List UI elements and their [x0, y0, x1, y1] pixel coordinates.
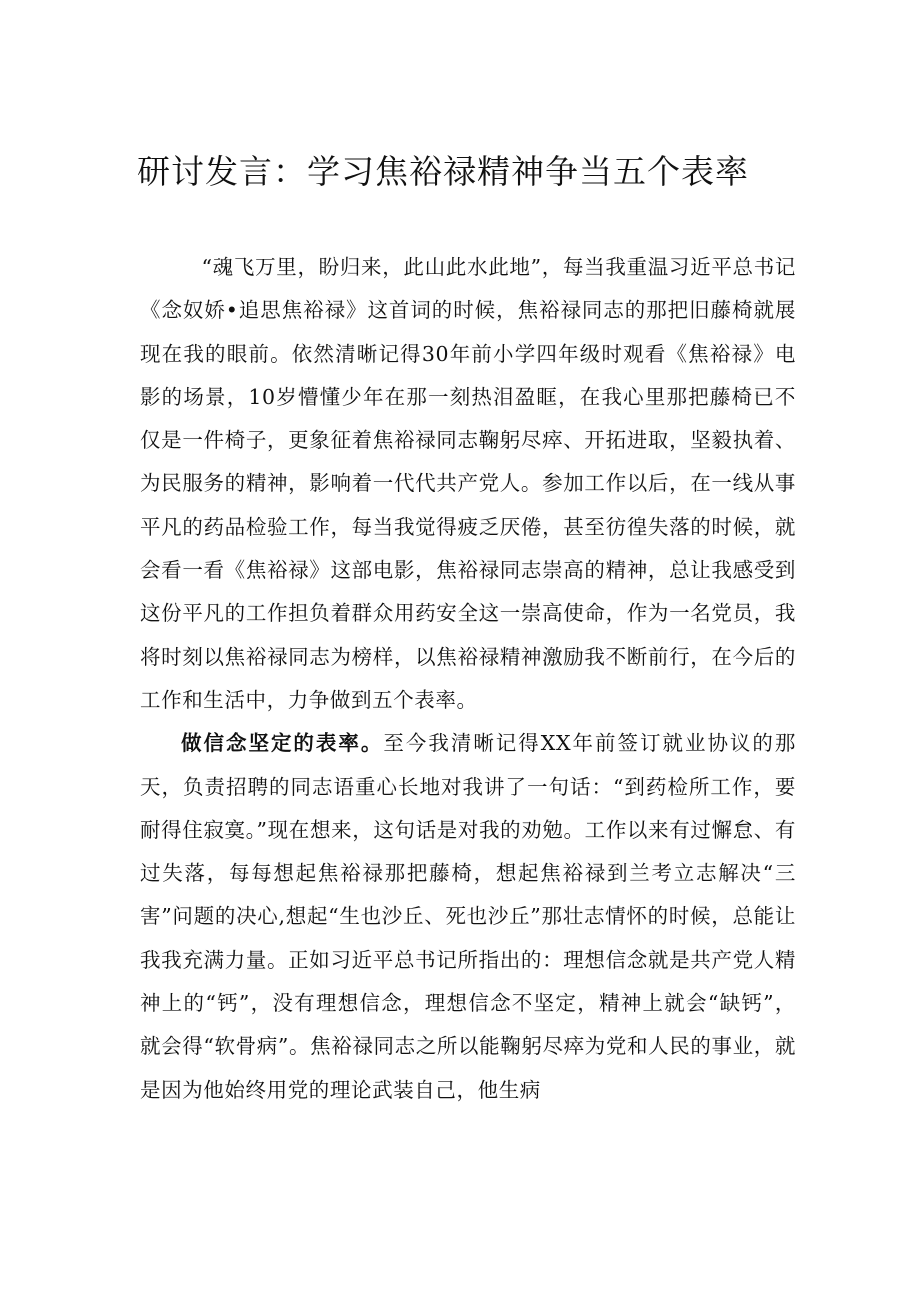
- document-title: 研讨发言：学习焦裕禄精神争当五个表率: [137, 152, 749, 191]
- paragraph-lead-heading: 做信念坚定的表率。: [181, 731, 384, 756]
- document-body: [140, 246, 796, 1112]
- paragraph-text: “魂飞万里，盼归来，此山此水此地”，每当我重温习近平总书记《念奴娇•追思焦裕禄》这首词的时候，焦裕禄同志的那把旧藤椅就展现在我的眼前。依然清晰记得30年前小学四年级时观看《焦裕禄》电影的场景，10岁懵懂少年在那一刻热泪盈眶，在我心里那把藤椅已不仅是一件椅子，更象征着焦裕禄同志鞠躬尽瘁、开拓进取，坚毅执着、为民服务的精神，影响着一代代共产党人。参加工作以后，在一线从事平凡的药品检验工作，每当我觉得疲乏厌倦，甚至彷徨失落的时候，就会看一看《焦裕禄》这部电影，焦裕禄同志崇高的精神，总让我感受到这份平凡的工作担负着群众用药安全这一崇高使命，作为一名党员，我将时刻以焦裕禄同志为榜样，以焦裕禄精神激励我不断前行，在今后的工作和生活中，力争做到五个表率。: [140, 255, 796, 712]
- paragraph-text: 至今我清晰记得XX年前签订就业协议的那天，负责招聘的同志语重心长地对我讲了一句话：“到药检所工作，要耐得住寂寞。”现在想来，这句话是对我的劝勉。工作以来有过懈怠、有过失落，每每想起焦裕禄那把藤椅，想起焦裕禄到兰考立志解决“三害”问题的决心,想起“生也沙丘、死也沙丘”那壮志情怀的时候，总能让我我充满力量。正如习近平总书记所指出的：理想信念就是共产党人精神上的“钙”，没有理想信念，理想信念不坚定，精神上就会“缺钙”，就会得“软骨病”。焦裕禄同志之所以能鞠躬尽瘁为党和人民的事业，就是因为他始终用党的理论武装自己，他生病: [140, 731, 797, 1102]
- paragraph-intro: [140, 246, 796, 722]
- paragraph-faith: [140, 722, 796, 1112]
